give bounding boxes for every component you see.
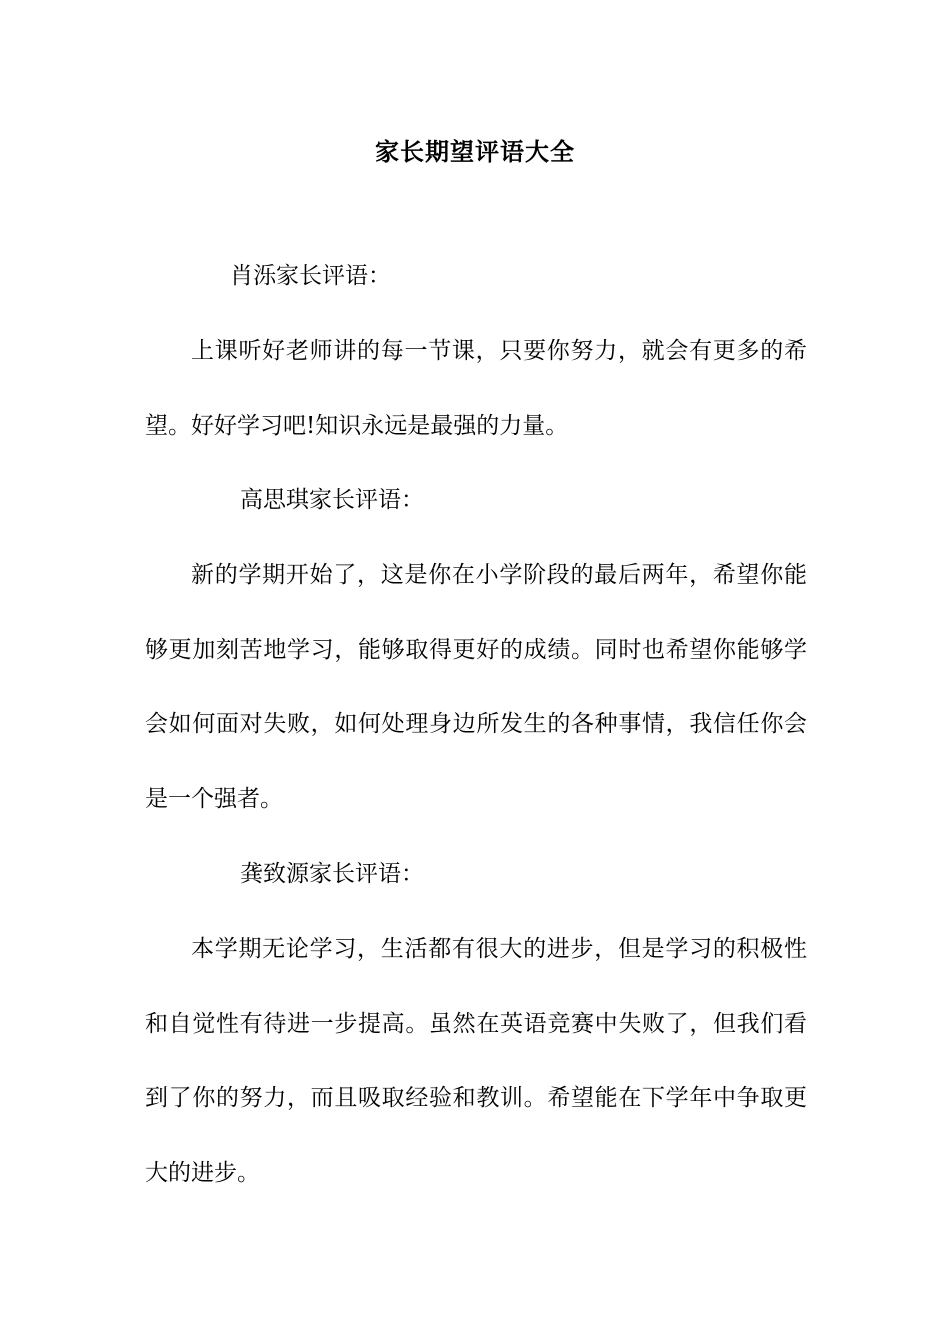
section-body-3: 本学期无论学习，生活都有很大的进步，但是学习的积极性和自觉性有待进一步提高。虽然在英语竞赛中失败了，但我们看到了你的努力，而且吸取经验和教训。希望能在下学年中争取更大的进步。 xyxy=(145,936,807,1186)
document-title: 家长期望评语大全 xyxy=(375,137,575,166)
section-heading-2: 高思琪家长评语： xyxy=(240,487,424,513)
section-body-1: 上课听好老师讲的每一节课，只要你努力，就会有更多的希望。好好学习吧!知识永远是最强的力量。 xyxy=(145,338,807,439)
section-body-2: 新的学期开始了，这是你在小学阶段的最后两年，希望你能够更加刻苦地学习，能够取得更好的成绩。同时也希望你能够学会如何面对失败，如何处理身边所发生的各种事情，我信任你会是一个强者。 xyxy=(145,562,807,812)
section-heading-3: 龚致源家长评语： xyxy=(240,861,424,887)
section-heading-1: 肖泺家长评语： xyxy=(230,263,391,289)
